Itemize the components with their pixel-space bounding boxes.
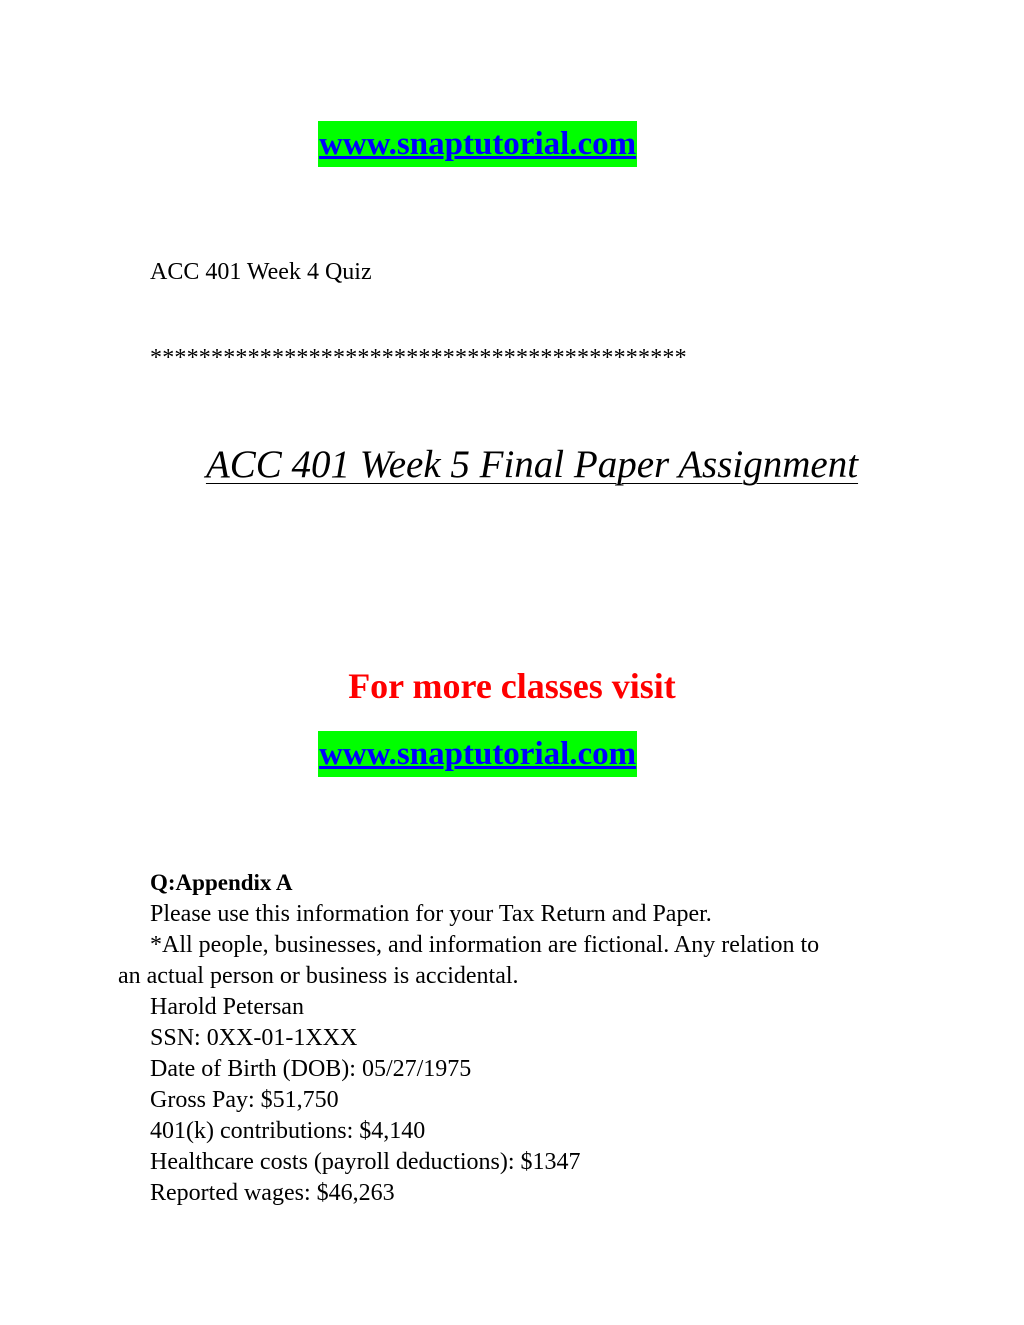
appendix-line: SSN: 0XX-01-1XXX — [150, 1025, 358, 1051]
appendix-line: Healthcare costs (payroll deductions): $1347 — [150, 1149, 581, 1175]
appendix-line: an actual person or business is accidental. — [118, 963, 519, 989]
appendix-line: *All people, businesses, and information are fictional. Any relation to — [150, 932, 820, 958]
appendix-body — [118, 899, 918, 1209]
appendix-line: Reported wages: $46,263 — [150, 1180, 395, 1206]
appendix-line: 401(k) contributions: $4,140 — [150, 1118, 426, 1144]
promo-text: For more classes visit — [348, 666, 676, 706]
promo-website-link[interactable]: www.snaptutorial.com — [318, 731, 637, 777]
appendix-line: Gross Pay: $51,750 — [150, 1087, 339, 1113]
assignment-title: ACC 401 Week 5 Final Paper Assignment — [205, 443, 859, 486]
quiz-title: ACC 401 Week 4 Quiz — [150, 259, 372, 285]
appendix-heading: Q:Appendix A — [150, 870, 293, 895]
appendix-line: Please use this information for your Tax Return and Paper. — [150, 901, 712, 927]
appendix-line: Date of Birth (DOB): 05/27/1975 — [150, 1056, 472, 1082]
header-website-link[interactable]: www.snaptutorial.com — [318, 121, 637, 167]
separator-stars: ******************************************** — [150, 345, 687, 371]
appendix-line: Harold Petersan — [150, 994, 304, 1020]
